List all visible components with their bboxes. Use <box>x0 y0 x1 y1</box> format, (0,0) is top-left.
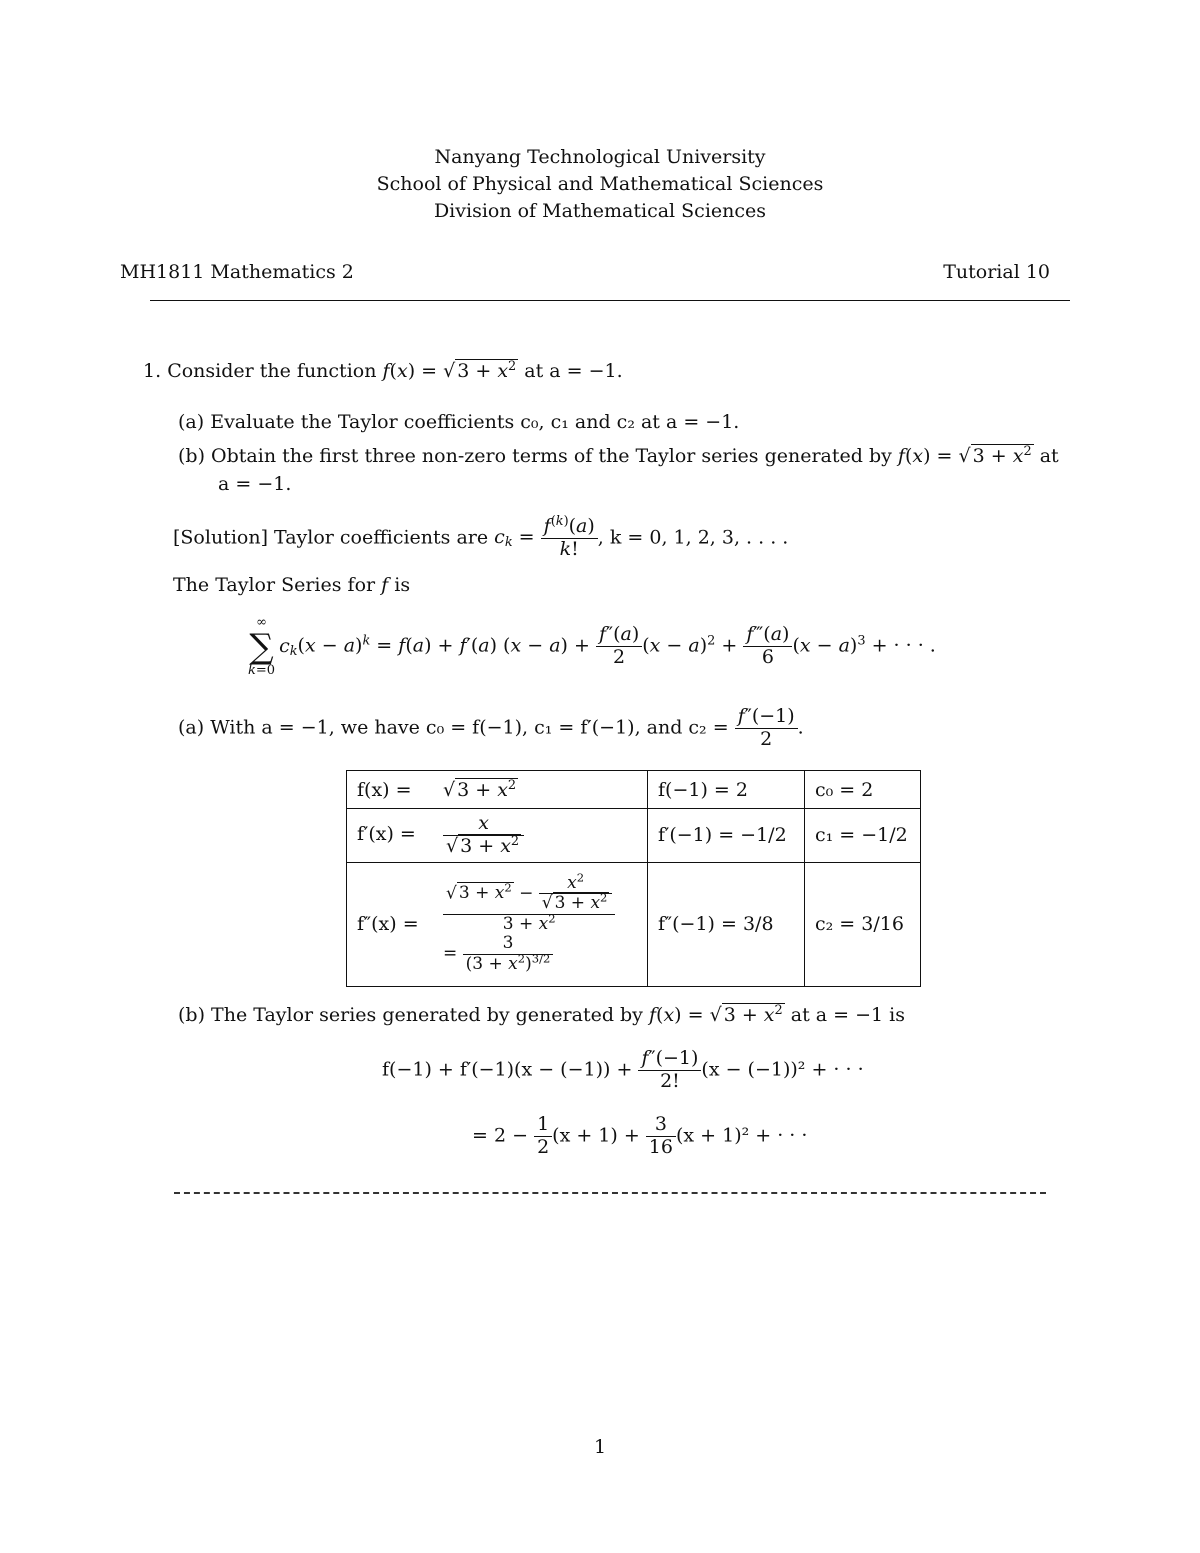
solution-part-a: (a) With a = −1, we have c₀ = f(−1), c₁ = f′(−1), and c₂ = $\frac{f''(-1)}{2}$ . <box>178 705 804 750</box>
solution-part-a-label: (a) <box>178 716 205 739</box>
table-cell-fdoubleprime-val: f″(−1) = 3/8 <box>648 862 805 986</box>
part-b-text: Obtain the first three non-zero terms of the Taylor series generated by <box>211 445 892 467</box>
division-name: Division of Mathematical Sciences <box>433 200 767 222</box>
fdoubleprime-label: f″(x) = <box>357 913 419 936</box>
question-number: 1. <box>143 360 162 382</box>
table-cell-fval: f(−1) = 2 <box>648 771 805 809</box>
part-b-question <box>178 445 1059 467</box>
derivative-table <box>346 770 921 987</box>
c2-fraction: $\frac{f''(-1)}{2}$ <box>735 706 798 751</box>
table-cell-f: f(x) = √ $3 + x^2$ <box>347 771 648 809</box>
table-row <box>347 771 921 809</box>
summation-symbol: ∞ ∑ k=0 <box>248 615 276 678</box>
fprime-label: f′(x) = <box>357 823 416 846</box>
series-intro: The Taylor Series for <box>173 574 376 596</box>
series-line-1-left: f(−1) + f′(−1)(x − (−1)) + <box>382 1058 633 1081</box>
table-cell-fprime: f′(x) = $\frac{x}{√ 3 + x^2}$ <box>347 809 648 863</box>
fdoubleprime-expression: √ $3 + x^2$ − $\frac{x^2}{√ 3 + x^2}$ $3 + x^2$ = $\frac{3}{(3 + x^2)^{3/2}}$ <box>443 874 615 975</box>
function-formula-b: f(x) = √ $3 + x^2$ <box>897 443 1032 467</box>
question-1 <box>143 360 623 382</box>
series-line-1-right: (x − (−1))² + · · · <box>701 1058 864 1081</box>
page-number: 1 <box>593 1436 607 1458</box>
ck-tail: , k = 0, 1, 2, 3, . . . . <box>597 526 789 549</box>
f-label: f(x) = <box>357 778 412 801</box>
series-line-1 <box>382 1048 864 1093</box>
series-line-2-a: = 2 − <box>472 1124 529 1147</box>
solution-part-b-text: The Taylor series generated by generated by <box>211 1004 643 1026</box>
series-line-2-c: (x + 1)² + · · · <box>675 1124 808 1147</box>
solution-part-b <box>178 1004 905 1026</box>
dashed-divider <box>174 1192 1046 1194</box>
part-a-label: (a) <box>178 411 205 433</box>
header-rule <box>150 300 1070 301</box>
question-intro-at: at a = −1. <box>524 360 623 382</box>
question-intro: Consider the function <box>167 360 377 382</box>
series-intro-is: is <box>394 574 411 596</box>
table-cell-c2: c₂ = 3/16 <box>805 862 921 986</box>
ck-formula: $c_k$ = $\frac{f^{(k)}(a)}{k!}$ <box>494 526 598 548</box>
part-a-question <box>178 411 739 433</box>
series-line-2-b: (x + 1) + <box>552 1124 640 1147</box>
series-intro-line: The Taylor Series for f is <box>173 574 411 596</box>
part-b-at: at <box>1039 445 1059 467</box>
function-formula-c: f(x) = √ $3 + x^2$ <box>648 1002 783 1026</box>
tutorial-number: Tutorial 10 <box>943 261 1050 283</box>
solution-label: [Solution] Taylor coefficients are <box>173 526 489 549</box>
taylor-series-formula: ∞ ∑ k=0 $c_k(x - a)^k = f(a) + f'(a) (x - a)$ + $\frac{f''(a)}{2}$ $(x - a)^2$ + $\frac{f‴(a)}{6}$ $(x - a)^3$ + · · · . <box>248 615 936 678</box>
fraction-three-sixteenths: $\frac{3}{16}$ <box>646 1114 676 1159</box>
solution-part-b-label: (b) <box>178 1004 205 1026</box>
function-formula: f(x) = √ $3 + x^2$ <box>382 358 517 382</box>
part-b-continuation: a = −1. <box>218 473 292 495</box>
series-fraction-1: $\frac{f''(-1)}{2!}$ <box>638 1048 701 1093</box>
fraction-one-half: $\frac{1}{2}$ <box>534 1114 552 1159</box>
school-name: School of Physical and Mathematical Sciences <box>376 173 824 195</box>
table-cell-c0: c₀ = 2 <box>805 771 921 809</box>
solution-part-b-at: at a = −1 is <box>790 1004 905 1026</box>
university-name: Nanyang Technological University <box>434 146 766 168</box>
solution-coefficients <box>173 513 789 561</box>
table-row <box>347 862 921 986</box>
course-code: MH1811 Mathematics 2 <box>120 261 354 283</box>
solution-part-a-text: With a = −1, we have c₀ = f(−1), c₁ = f′(−1), and c₂ = <box>210 716 729 739</box>
table-cell-fdoubleprime <box>347 862 648 986</box>
part-a-text: Evaluate the Taylor coefficients c₀, c₁ and c₂ at a = −1. <box>210 411 740 433</box>
series-line-2 <box>472 1114 807 1159</box>
table-row <box>347 809 921 863</box>
part-b-label: (b) <box>178 445 205 467</box>
table-cell-c1: c₁ = −1/2 <box>805 809 921 863</box>
table-cell-fprime-val: f′(−1) = −1/2 <box>648 809 805 863</box>
